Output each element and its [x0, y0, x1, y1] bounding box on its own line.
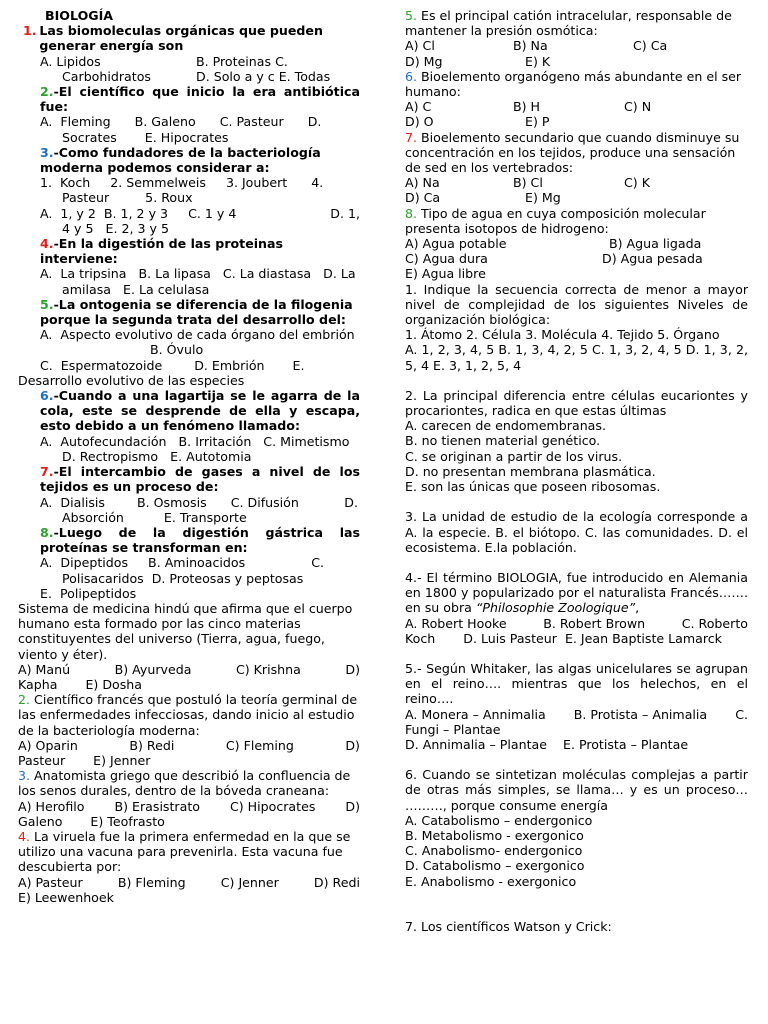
option: A. carecen de endomembranas. [405, 418, 606, 434]
option: 4 y 5 E. 2, 3 y 5 [62, 220, 169, 236]
option: C) Krishna [235, 661, 301, 677]
question-s7 [405, 919, 748, 934]
question-r7 [405, 130, 748, 206]
option: D. Solo a y c E. Todas [196, 68, 331, 84]
option: A) C [405, 99, 432, 115]
option: D. Rectropismo E. Autotomia [62, 448, 252, 464]
option: A) Herofilo [18, 798, 85, 814]
question-5 [18, 297, 360, 388]
question-number: 2. [18, 692, 31, 708]
question-text: 2. La principal diferencia entre células eucariontes y procariontes, radica en que estas últimas [405, 387, 748, 419]
option: B. Metabolismo - exergonico [405, 827, 584, 843]
option: D. Catabolismo – exergonico [405, 858, 585, 874]
option: A. Robert Hooke [405, 615, 507, 631]
option: B) Agua ligada [609, 236, 702, 252]
option: C) Hipocrates [229, 798, 316, 814]
option: A) Manú [18, 661, 71, 677]
book-title: “Philosophie Zoologique” [475, 600, 636, 616]
question-text: 6. Cuando se sintetizan moléculas complejas a partir de otras más simples, se llama… y es un proceso… ………, porque consume energía [405, 767, 748, 813]
option: E) Leewenhoek [18, 889, 114, 905]
option: B) Erasistrato [114, 798, 200, 814]
option: A. Aspecto evolutivo de cada órgano del embrión [40, 327, 355, 343]
question-p2 [18, 692, 360, 768]
question-text-end: , [635, 600, 640, 616]
option: A) Agua potable [405, 236, 507, 252]
question-number: 4. [40, 236, 54, 252]
option: C. [311, 555, 324, 571]
question-s5 [405, 661, 748, 752]
question-s4 [405, 570, 748, 646]
option: A. 1, 2, 3, 4, 5 B. 1, 3, 4, 2, 5 C. 1, 3, 2, 4, 5 D. 1, 3, 2, 5, 4 E. 3, 1, 2, 5, 4 [405, 342, 748, 373]
option: A. La tripsina B. La lipasa C. La diastasa D. La [40, 266, 356, 282]
option: B) Redi [129, 737, 175, 753]
question-text: 7. Los científicos Watson y Crick: [405, 918, 612, 934]
question-number: 8. [405, 205, 418, 221]
option: B. no tienen material genético. [405, 433, 601, 449]
question-number: 6. [405, 68, 418, 84]
question-text: -Luego de la digestión gástrica las proteínas se transforman en: [40, 524, 360, 556]
question-text: -El intercambio de gases a nivel de los tejidos es un proceso de: [40, 464, 360, 495]
option: A) Pasteur [18, 874, 83, 890]
option: B) Cl [513, 175, 543, 191]
question-text: -En la digestión de las proteinas interviene: [40, 236, 284, 267]
option: C. [735, 706, 748, 722]
question-number: 3. [40, 144, 54, 160]
option: Polisacaridos D. Proteosas y peptosas [62, 570, 304, 586]
question-text: Tipo de agua en cuya composición molecular presenta isotopos de hidrogeno: [405, 205, 706, 236]
question-number: 3. [18, 768, 31, 784]
question-text: 3. La unidad de estudio de la ecología corresponde a A. la especie. B. el biótopo. C. las comunidades. D. el ecosistema. E.la población. [405, 509, 748, 555]
option: Koch D. Luis Pasteur E. Jean Baptiste Lamarck [405, 630, 722, 646]
question-number: 8. [40, 524, 54, 540]
option: C) Fleming [225, 737, 294, 753]
question-3 [18, 145, 360, 236]
option: D) [345, 661, 360, 677]
question-r6 [405, 69, 748, 130]
option: E. Polipeptidos [40, 585, 137, 601]
option: E. son las únicas que poseen ribosomas. [405, 479, 661, 495]
option: 1. Átomo 2. Célula 3. Molécula 4. Tejido 5. Órgano [405, 327, 720, 343]
question-number: 7. [405, 129, 418, 145]
question-8 [18, 525, 360, 601]
option: C) Jenner [220, 874, 279, 890]
question-text: 1. Indique la secuencia correcta de menor a mayor nivel de complejidad de los siguientes Niveles de organización biológica: [405, 281, 748, 328]
option: D. no presentan membrana plasmática. [405, 463, 656, 479]
option: A. 1, y 2 B. 1, 2 y 3 C. 1 y 4 [40, 205, 237, 221]
option: A. Dialisis B. Osmosis C. Difusión [40, 494, 299, 510]
right-column [405, 8, 748, 934]
option: amilasa E. La celulasa [62, 281, 210, 297]
option: D. [344, 494, 358, 510]
option: B) Ayurveda [114, 661, 192, 677]
document-title: BIOLOGÍA [45, 8, 114, 23]
option: E) K [525, 53, 551, 69]
option: Absorción E. Transporte [62, 509, 247, 525]
question-text: -Cuando a una lagartija se le agarra de la cola, este se desprende de ella y escapa, esto debido a un fenómeno llamado: [40, 388, 360, 434]
option: C. Anabolismo- endergonico [405, 843, 583, 859]
question-text: Las biomoleculas orgánicas que pueden generar energía son [39, 23, 323, 54]
question-number: 5. [405, 8, 418, 23]
option: Socrates E. Hipocrates [62, 129, 229, 145]
question-7 [18, 464, 360, 525]
option: C. Roberto [681, 615, 748, 631]
option: Pasteur 5. Roux [62, 190, 193, 206]
option: B. Protista – Animalia [573, 706, 708, 722]
question-s1 [405, 282, 748, 373]
option: Desarrollo evolutivo de las especies [18, 372, 245, 388]
question-s3 [405, 509, 748, 555]
question-1 [18, 23, 360, 84]
question-6 [18, 388, 360, 464]
option: A. Monera – Annimalia [405, 706, 546, 722]
question-text: Bioelemento secundario que cuando disminuye su concentración en los tejidos, produce una sensación de sed en los vertebrados: [405, 129, 740, 176]
option: B. Proteinas C. [196, 53, 288, 69]
question-4 [18, 236, 360, 297]
option: A. Catabolismo – endergonico [405, 812, 593, 828]
question-2 [18, 84, 360, 145]
question-text: -La ontogenia se diferencia de la filogenia porque la segunda trata del desarrollo del: [40, 296, 353, 328]
option: B) Na [513, 38, 548, 54]
question-text: -El científico que inicio la era antibiótica fue: [40, 84, 360, 115]
question-number: 4. [18, 828, 31, 844]
left-column [18, 8, 360, 905]
option: A. Fleming B. Galeno C. Pasteur D. [40, 114, 322, 130]
option: D) Ca [405, 190, 441, 206]
question-p4 [18, 829, 360, 905]
option: D) [345, 798, 360, 814]
option: A. Lipidos [40, 53, 101, 69]
question-text: 5.- Según Whitaker, las algas unicelulares se agrupan en el reino…. mientras que los helechos, en el reino…. [405, 660, 748, 707]
option: B. Robert Brown [543, 615, 646, 631]
option: E. Anabolismo - exergonico [405, 873, 577, 889]
option: D) Redi [313, 874, 360, 890]
question-text: -Como fundadores de la bacteriología moderna podemos considerar a: [40, 144, 321, 176]
option: C) Ca [633, 38, 668, 54]
option: A) Na [405, 175, 440, 191]
question-text: 4.- El término BIOLOGIA, fue introducido en Alemania en 1800 y popularizado por el naturalista Francés……. en su obra [405, 569, 748, 616]
option: C) K [624, 175, 650, 191]
option: E) Agua libre [405, 266, 486, 282]
question-text: La viruela fue la primera enfermedad en la que se utilizo una vacuna para prevenirla. Esta vacuna fue descubierta por: [18, 828, 351, 875]
question-p3 [18, 768, 360, 829]
option: Fungi – Plantae [405, 721, 501, 737]
option: C. Espermatozoide D. Embrión E. [40, 357, 305, 373]
question-number: 7. [40, 464, 54, 480]
question-r5 [405, 8, 748, 69]
question-number: 2. [40, 84, 54, 100]
option: Kapha E) Dosha [18, 676, 143, 692]
option: B. Óvulo [150, 342, 204, 358]
question-text: Anatomista griego que describió la confluencia de los senos durales, dentro de la bóveda craneana: [18, 768, 351, 799]
option: A. Autofecundación B. Irritación C. Mimetismo [40, 433, 350, 449]
question-number: 6. [40, 388, 54, 404]
question-text: Es el principal catión intracelular, responsable de mantener la presión osmótica: [405, 8, 732, 39]
option: B) H [513, 99, 541, 115]
option: D) O [405, 114, 434, 130]
option: 1. Koch 2. Semmelweis 3. Joubert 4. [40, 175, 324, 191]
option: C. se originan a partir de los virus. [405, 448, 623, 464]
option: D) [345, 737, 360, 753]
question-number: 1. [23, 23, 37, 39]
question-r8 [405, 206, 748, 282]
question-text: Científico francés que postuló la teoría germinal de las enfermedades infecciosas, dando inicio al estudio de la bacteriología moderna: [18, 692, 358, 738]
option: Pasteur E) Jenner [18, 752, 151, 768]
question-p1 [18, 601, 360, 692]
question-number: 5. [40, 296, 54, 312]
option: B) Fleming [117, 874, 186, 890]
option: A) Oparin [18, 737, 78, 753]
option: A. Dipeptidos B. Aminoacidos [40, 555, 246, 571]
option: C) Agua dura [405, 251, 488, 267]
option: Galeno E) Teofrasto [18, 813, 165, 829]
option: D) Agua pesada [602, 251, 703, 267]
question-text: Bioelemento organógeno más abundante en el ser humano: [405, 68, 742, 100]
option: E) P [525, 114, 550, 130]
option: D) Mg [405, 53, 443, 69]
option: D. Annimalia – Plantae E. Protista – Plantae [405, 736, 689, 752]
question-s6 [405, 767, 748, 889]
option: A) Cl [405, 38, 435, 54]
option: E) Mg [525, 190, 561, 206]
option: C) N [624, 99, 652, 115]
option: D. 1, [330, 205, 360, 221]
question-s2 [405, 388, 748, 494]
option: Carbohidratos [62, 68, 151, 84]
question-text: Sistema de medicina hindú que afirma que el cuerpo humano esta formado por las cinco materias constituyentes del universo (Tierra, agua, fuego, viento y éter). [18, 600, 353, 662]
